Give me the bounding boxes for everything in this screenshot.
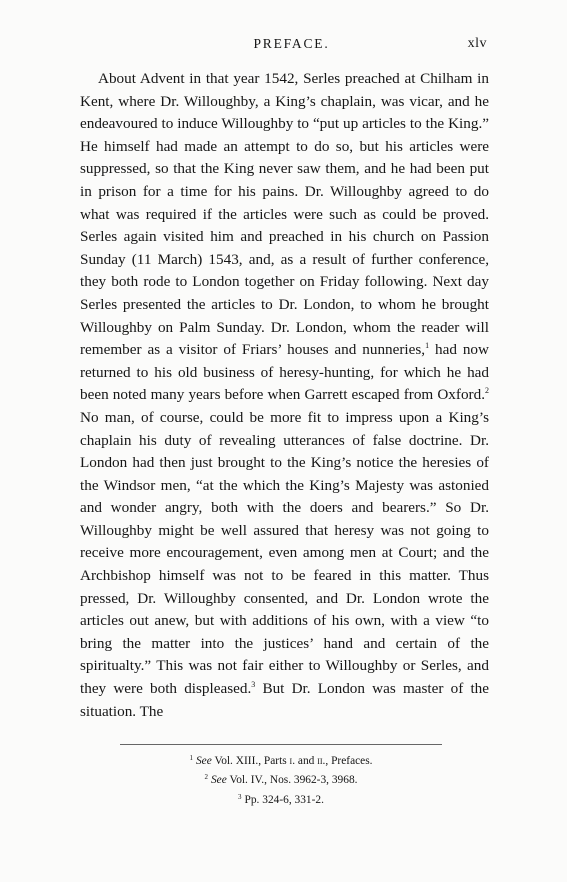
footnote-ref-2: 2 (485, 386, 489, 396)
footnote-part: ii. (317, 755, 326, 767)
footnote (120, 789, 442, 808)
footnote (120, 769, 442, 788)
paragraph (80, 68, 489, 723)
page-header (96, 36, 487, 56)
footnote-text: Vol. IV., Nos. 3962-3, 3968. (226, 774, 358, 787)
body-text (80, 68, 489, 723)
footnote-marker: 3 (238, 792, 242, 801)
footnote-ref-3: 3 (251, 680, 256, 690)
text-run: had now returned to his old business of heresy-hunting, for which he had been noted many years before when Garrett escaped from Oxford. (80, 341, 489, 404)
footnote-text: Vol. XIII., Parts (211, 755, 290, 767)
text-run: But Dr. London was master of the situation. The (80, 680, 490, 720)
footnote-marker: 1 (189, 754, 193, 762)
footnote (120, 750, 442, 769)
footnote-see: See (210, 774, 227, 787)
footnote-divider (120, 744, 442, 745)
footnote-see: See (195, 755, 212, 767)
footnote-part: i. (289, 755, 296, 767)
page-number: xlv (467, 36, 487, 51)
footnote-text: and (295, 755, 318, 767)
footnote-text: , Prefaces. (325, 755, 373, 767)
text-run: About Advent in that year 1542, Serles preached at Chilham in Kent, where Dr. Willoughby, a King’s chaplain, was vicar, and he endeavoured to induce Willoughby to “put up articles to the King.” He himself had made an attempt to do so, but his articles were suppressed, so that the King never saw them, and he had been put in prison for a time for his pains. Dr. Willoughby agreed to do what was required if the articles were such as could be proved. Serles again visited him and preached in his church on Passion Sunday (11 March) 1543, and, as a result of further conference, they both rode to London together on Friday following. Next day Serles presented the articles to Dr. London, to whom he brought Willoughby on Palm Sunday. Dr. London, whom the reader will remember as a visitor of Friars’ houses and nunneries, (80, 70, 489, 359)
footnotes (120, 750, 442, 808)
footnote-marker: 2 (204, 773, 208, 782)
text-run: No man, of course, could be more fit to impress upon a King’s chaplain his duty of revealing utterances of false doctrine. Dr. London had then just brought to the King’s notice the heresies of the Windsor men, “at the which the King’s Majesty was astonied and wonder angry, both with the doers and bearers.” So Dr. Willoughby might be well assured that heresy was not going to receive more encouragement, even among men at Court; and the Archbishop himself was not to be feared in this matter. Thus pressed, Dr. Willoughby consented, and Dr. London wrote the articles out anew, but with additions of his own, with a view “to bring the matter into the justices’ hand and certain of the spiritualty.” This was not fair either to Willoughby or Serles, and they were both displeased. (80, 408, 489, 698)
footnote-text: Pp. 324-6, 331-2. (244, 793, 324, 806)
footnote-ref-1: 1 (425, 341, 430, 351)
running-head: PREFACE. (253, 36, 330, 51)
